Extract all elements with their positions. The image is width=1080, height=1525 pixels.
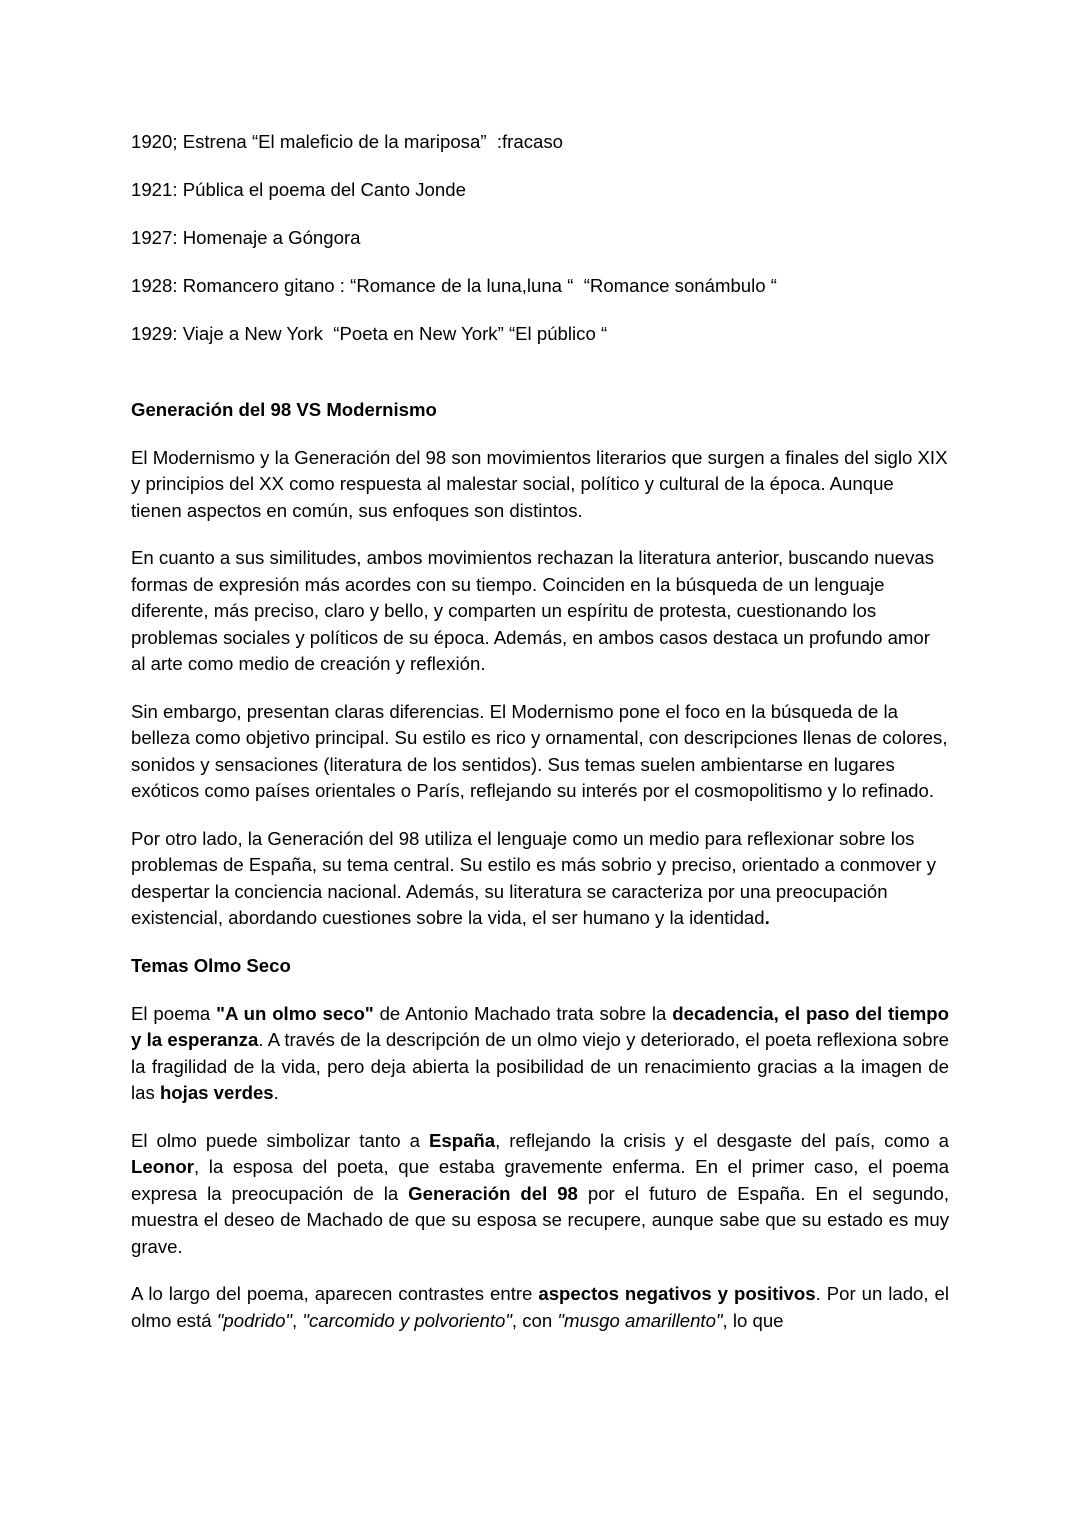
text-run: . Por un lado, el olmo está (131, 1283, 949, 1331)
text-run: Sin embargo, presentan claras diferencias. El Modernismo pone el foco en la búsqueda de la belleza como objetivo principal. Su estilo es rico y ornamental, con descripciones llenas de colores, sonidos y sensaciones (literatura de los sentidos). Sus temas suelen ambientarse en lugares exóticos como países orientales o París, reflejando su interés por el cosmopolitismo y lo refinado. (131, 700, 948, 801)
section-temas-olmo-seco (131, 953, 949, 1335)
paragraph (131, 1281, 949, 1334)
text-run: Por otro lado, la Generación del 98 utiliza el lenguaje como un medio para reflexionar sobre los problemas de España, su tema central. Su estilo es más sobrio y preciso, orientado a conmover y despertar la conciencia nacional. Además, su literatura se caracteriza por una preocupación existencial, abordando cuestiones sobre la vida, el ser humano y la identidad (131, 827, 937, 928)
text-run: , reflejando la crisis y el desgaste del país, como a (495, 1129, 949, 1151)
bold-text: Generación del 98 (408, 1182, 578, 1204)
section-heading: Temas Olmo Seco (131, 954, 291, 976)
text-run: El poema (131, 1002, 217, 1024)
paragraph (131, 699, 949, 805)
paragraph (131, 826, 949, 932)
bold-text: Leonor (131, 1156, 195, 1177)
text-run: , con (511, 1309, 558, 1331)
text-run: El Modernismo y la Generación del 98 son movimientos literarios que surgen a finales del siglo XIX y principios del XX como respuesta al malestar social, político y cultural de la época. Aunque tienen aspectos en común, sus enfoques son distintos. (131, 446, 948, 521)
bold-text: decadencia, el paso del tiempo y la esperanza (131, 1002, 949, 1050)
section-heading: Generación del 98 VS Modernismo (131, 398, 437, 420)
bold-text: hojas verdes (159, 1082, 274, 1103)
italic-quote: "musgo amarillento" (557, 1309, 723, 1331)
text-run: En cuanto a sus similitudes, ambos movimientos rechazan la literatura anterior, buscando nuevas formas de expresión más acordes con su tiempo. Coinciden en la búsqueda de un lenguaje diferente, más preciso, claro y bello, y comparten un espíritu de protesta, cuestionando los problemas sociales y políticos de su época. Además, en ambos casos destaca un profundo amor al arte como medio de creación y reflexión. (131, 547, 935, 674)
bold-text: aspectos negativos y positivos (538, 1283, 816, 1304)
text-run: de Antonio Machado trata sobre la (373, 1002, 673, 1024)
section-generacion-modernismo (131, 397, 949, 932)
paragraph (131, 545, 949, 678)
text-run: , (292, 1309, 303, 1331)
timeline-item: 1920; Estrena “El maleficio de la mariposa” :fracaso (131, 131, 563, 152)
text-run: , la esposa del poeta, que estaba gravemente enferma. En el primer caso, el poema expresa la preocupación de la (131, 1156, 949, 1204)
paragraph (131, 1001, 949, 1107)
text-run: . (273, 1082, 279, 1103)
text-run: El olmo puede simbolizar tanto a (131, 1129, 429, 1151)
document-page (131, 129, 949, 1355)
bold-text: España (428, 1129, 496, 1151)
text-run: A lo largo del poema, aparecen contrastes entre (131, 1283, 539, 1304)
text-run: , lo que (722, 1309, 784, 1331)
text-run: por el futuro de España. En el segundo, muestra el deseo de Machado de que su esposa se recupere, aunque sabe que su estado es muy grave. (131, 1182, 950, 1257)
timeline-list (131, 129, 949, 348)
paragraph (131, 1128, 949, 1261)
bold-text: "A un olmo seco" (216, 1002, 374, 1024)
timeline-item: 1921: Pública el poema del Canto Jonde (131, 179, 466, 200)
text-run: . A través de la descripción de un olmo viejo y deteriorado, el poeta reflexiona sobre la fragilidad de la vida, pero deja abierta la posibilidad de un renacimiento gracias a la imagen de las (131, 1029, 949, 1103)
timeline-item: 1929: Viaje a New York “Poeta en New York” “El público “ (131, 323, 608, 344)
paragraph (131, 445, 949, 525)
bold-text: . (764, 907, 770, 928)
italic-quote: "podrido" (216, 1309, 293, 1331)
italic-quote: "carcomido y polvoriento" (302, 1309, 512, 1331)
timeline-item: 1927: Homenaje a Góngora (131, 227, 361, 248)
timeline-item: 1928: Romancero gitano : “Romance de la luna,luna “ “Romance sonámbulo “ (131, 275, 777, 296)
